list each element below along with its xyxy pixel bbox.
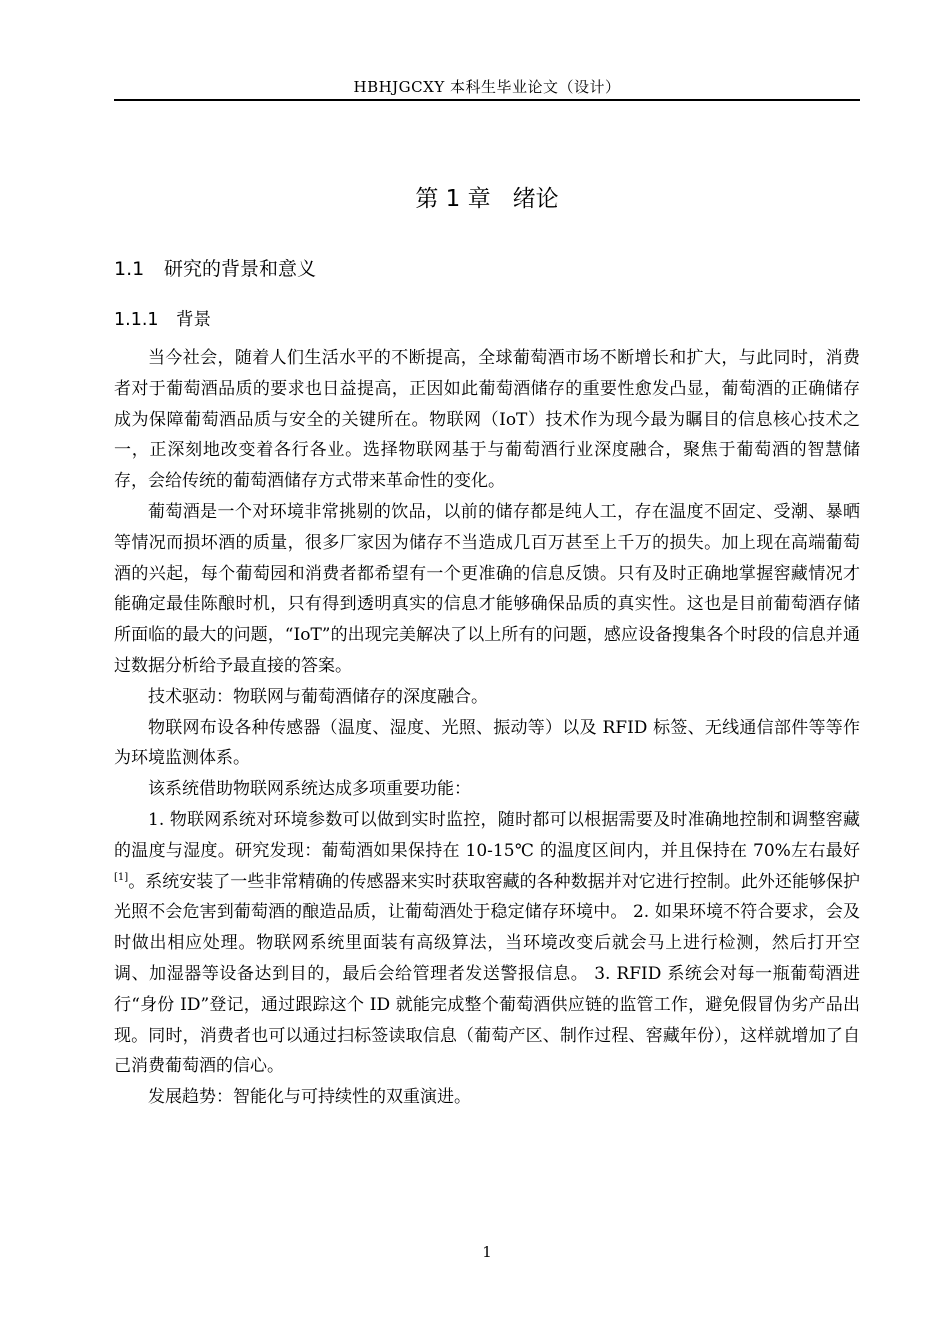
section-name: 研究的背景和意义: [164, 258, 317, 280]
page-header: HBHJGCXY 本科生毕业论文（设计）: [353, 78, 621, 96]
paragraph-text: 。系统安装了一些非常精确的传感器来实时获取窖藏的各种数据并对它进行控制。此外还能够保护光照不会危害到葡萄酒的酿造品质，让葡萄酒处于稳定储存环境中。 2. 如果环境不符合要求，会及时做出相应处理。物联网系统里面装有高级算法，当环境改变后就会马上进行检测，然后打开空调、加湿器等设备达到目的，最后会给管理者发送警报信息。 3. RFID 系统会对每一瓶葡萄酒进行“身份 ID”登记，通过跟踪这个 ID 就能完成整个葡萄酒供应链的监管工作，避免假冒伪劣产品出现。同时，消费者也可以通过扫标签读取信息（葡萄产区、制作过程、窖藏年份），这样就增加了自己消费葡萄酒的信心。: [114, 871, 860, 1077]
paragraph: 该系统借助物联网系统达成多项重要功能：: [148, 779, 471, 800]
chapter-number: 第 1 章: [415, 186, 491, 212]
page-number: 1: [482, 1243, 492, 1261]
paragraph: 发展趋势：智能化与可持续性的双重演进。: [148, 1087, 471, 1108]
subsection-heading: [114, 306, 211, 331]
paragraph-text: 1. 物联网系统对环境参数可以做到实时监控，随时都可以根据需要及时准确地控制和调整窖藏的温度与湿度。研究发现：葡萄酒如果保持在 10-15℃ 的温度区间内，并且保持在 70%左右最好: [114, 809, 860, 861]
header-divider: [114, 99, 860, 101]
subsection-name: 背景: [176, 310, 211, 330]
section-heading: [114, 254, 316, 281]
chapter-title: [114, 180, 860, 213]
subsection-number: 1.1.1: [114, 310, 159, 330]
paragraph: 物联网布设各种传感器（温度、湿度、光照、振动等）以及 RFID 标签、无线通信部件等等作为环境监测体系。: [114, 717, 860, 769]
paragraph: [114, 805, 860, 1082]
paragraph: 技术驱动：物联网与葡萄酒储存的深度融合。: [148, 686, 488, 707]
section-number: 1.1: [114, 258, 145, 280]
paragraph: 当今社会，随着人们生活水平的不断提高，全球葡萄酒市场不断增长和扩大，与此同时，消费者对于葡萄酒品质的要求也日益提高，正因如此葡萄酒储存的重要性愈发凸显，葡萄酒的正确储存成为保障葡萄酒品质与安全的关键所在。物联网（IoT）技术作为现今最为瞩目的信息核心技术之一，正深刻地改变着各行各业。选择物联网基于与葡萄酒行业深度融合，聚焦于葡萄酒的智慧储存，会给传统的葡萄酒储存方式带来革命性的变化。: [114, 348, 860, 492]
body-text: [114, 343, 860, 1113]
chapter-name: 绪论: [512, 186, 559, 212]
paragraph: 葡萄酒是一个对环境非常挑剔的饮品，以前的储存都是纯人工，存在温度不固定、受潮、暴晒等情况而损坏酒的质量，很多厂家因为储存不当造成几百万甚至上千万的损失。加上现在高端葡萄酒的兴起，每个葡萄园和消费者都希望有一个更准确的信息反馈。只有及时正确地掌握窖藏情况才能确定最佳陈酿时机，只有得到透明真实的信息才能够确保品质的真实性。这也是目前葡萄酒存储所面临的最大的问题，“IoT”的出现完美解决了以上所有的问题，感应设备搜集各个时段的信息并通过数据分析给予最直接的答案。: [114, 501, 860, 676]
citation-reference[interactable]: [1]: [114, 871, 129, 883]
